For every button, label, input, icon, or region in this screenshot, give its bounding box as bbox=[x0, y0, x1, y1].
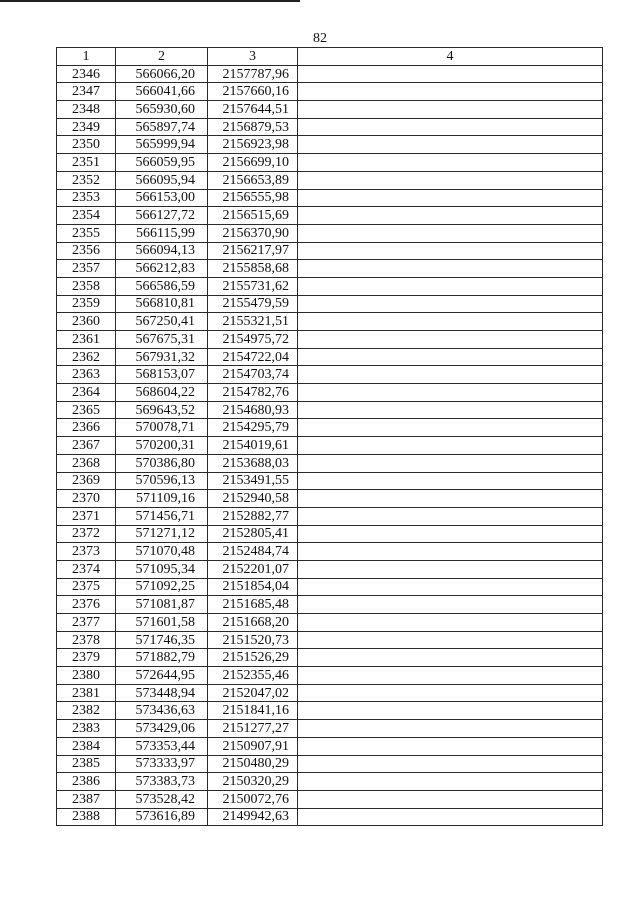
note-cell bbox=[298, 419, 603, 437]
point-number-cell: 2380 bbox=[57, 667, 116, 685]
x-coordinate-cell: 568604,22 bbox=[116, 384, 208, 402]
x-coordinate-cell: 566810,81 bbox=[116, 295, 208, 313]
note-cell bbox=[298, 507, 603, 525]
x-coordinate-cell: 566059,95 bbox=[116, 154, 208, 172]
note-cell bbox=[298, 154, 603, 172]
table-row bbox=[57, 490, 603, 508]
x-coordinate-cell: 571746,35 bbox=[116, 631, 208, 649]
point-number-cell: 2354 bbox=[57, 207, 116, 225]
y-coordinate-cell: 2157660,16 bbox=[208, 83, 298, 101]
note-cell bbox=[298, 525, 603, 543]
x-coordinate-cell: 566586,59 bbox=[116, 277, 208, 295]
note-cell bbox=[298, 65, 603, 83]
table-row bbox=[57, 578, 603, 596]
x-coordinate-cell: 567931,32 bbox=[116, 348, 208, 366]
table-row bbox=[57, 543, 603, 561]
x-coordinate-cell: 573333,97 bbox=[116, 755, 208, 773]
table-row bbox=[57, 808, 603, 826]
table-row bbox=[57, 83, 603, 101]
table-row bbox=[57, 702, 603, 720]
point-number-cell: 2382 bbox=[57, 702, 116, 720]
x-coordinate-cell: 566115,99 bbox=[116, 224, 208, 242]
y-coordinate-cell: 2150480,29 bbox=[208, 755, 298, 773]
point-number-cell: 2359 bbox=[57, 295, 116, 313]
note-cell bbox=[298, 331, 603, 349]
x-coordinate-cell: 566094,13 bbox=[116, 242, 208, 260]
x-coordinate-cell: 571882,79 bbox=[116, 649, 208, 667]
note-cell bbox=[298, 118, 603, 136]
table-row bbox=[57, 348, 603, 366]
point-number-cell: 2365 bbox=[57, 401, 116, 419]
y-coordinate-cell: 2155858,68 bbox=[208, 260, 298, 278]
x-coordinate-cell: 573429,06 bbox=[116, 720, 208, 738]
point-number-cell: 2372 bbox=[57, 525, 116, 543]
table-row bbox=[57, 720, 603, 738]
point-number-cell: 2374 bbox=[57, 560, 116, 578]
table-row bbox=[57, 419, 603, 437]
point-number-cell: 2376 bbox=[57, 596, 116, 614]
table-row bbox=[57, 472, 603, 490]
x-coordinate-cell: 573353,44 bbox=[116, 737, 208, 755]
point-number-cell: 2349 bbox=[57, 118, 116, 136]
y-coordinate-cell: 2156923,98 bbox=[208, 136, 298, 154]
y-coordinate-cell: 2152047,02 bbox=[208, 684, 298, 702]
table-row bbox=[57, 189, 603, 207]
note-cell bbox=[298, 702, 603, 720]
x-coordinate-cell: 570596,13 bbox=[116, 472, 208, 490]
note-cell bbox=[298, 189, 603, 207]
table-row bbox=[57, 401, 603, 419]
y-coordinate-cell: 2151668,20 bbox=[208, 614, 298, 632]
point-number-cell: 2361 bbox=[57, 331, 116, 349]
table-row bbox=[57, 667, 603, 685]
table-row bbox=[57, 242, 603, 260]
table-row bbox=[57, 224, 603, 242]
note-cell bbox=[298, 171, 603, 189]
y-coordinate-cell: 2153688,03 bbox=[208, 454, 298, 472]
point-number-cell: 2386 bbox=[57, 773, 116, 791]
x-coordinate-cell: 570078,71 bbox=[116, 419, 208, 437]
y-coordinate-cell: 2150320,29 bbox=[208, 773, 298, 791]
y-coordinate-cell: 2155731,62 bbox=[208, 277, 298, 295]
point-number-cell: 2378 bbox=[57, 631, 116, 649]
note-cell bbox=[298, 136, 603, 154]
point-number-cell: 2364 bbox=[57, 384, 116, 402]
y-coordinate-cell: 2150907,91 bbox=[208, 737, 298, 755]
point-number-cell: 2352 bbox=[57, 171, 116, 189]
y-coordinate-cell: 2150072,76 bbox=[208, 790, 298, 808]
y-coordinate-cell: 2153491,55 bbox=[208, 472, 298, 490]
y-coordinate-cell: 2155479,59 bbox=[208, 295, 298, 313]
x-coordinate-cell: 566153,00 bbox=[116, 189, 208, 207]
x-coordinate-cell: 573436,63 bbox=[116, 702, 208, 720]
x-coordinate-cell: 567250,41 bbox=[116, 313, 208, 331]
point-number-cell: 2379 bbox=[57, 649, 116, 667]
note-cell bbox=[298, 684, 603, 702]
coordinates-table bbox=[56, 47, 603, 826]
point-number-cell: 2373 bbox=[57, 543, 116, 561]
y-coordinate-cell: 2149942,63 bbox=[208, 808, 298, 826]
note-cell bbox=[298, 260, 603, 278]
note-cell bbox=[298, 224, 603, 242]
column-header-3: 3 bbox=[208, 48, 298, 66]
x-coordinate-cell: 571456,71 bbox=[116, 507, 208, 525]
y-coordinate-cell: 2156370,90 bbox=[208, 224, 298, 242]
x-coordinate-cell: 570200,31 bbox=[116, 437, 208, 455]
table-row bbox=[57, 277, 603, 295]
table-row bbox=[57, 596, 603, 614]
table-row bbox=[57, 313, 603, 331]
note-cell bbox=[298, 384, 603, 402]
point-number-cell: 2388 bbox=[57, 808, 116, 826]
y-coordinate-cell: 2151277,27 bbox=[208, 720, 298, 738]
y-coordinate-cell: 2156699,10 bbox=[208, 154, 298, 172]
note-cell bbox=[298, 578, 603, 596]
y-coordinate-cell: 2157644,51 bbox=[208, 101, 298, 119]
y-coordinate-cell: 2152201,07 bbox=[208, 560, 298, 578]
y-coordinate-cell: 2155321,51 bbox=[208, 313, 298, 331]
table-body bbox=[57, 65, 603, 826]
note-cell bbox=[298, 348, 603, 366]
x-coordinate-cell: 567675,31 bbox=[116, 331, 208, 349]
point-number-cell: 2353 bbox=[57, 189, 116, 207]
top-rule bbox=[0, 0, 300, 2]
note-cell bbox=[298, 366, 603, 384]
y-coordinate-cell: 2154782,76 bbox=[208, 384, 298, 402]
table-row bbox=[57, 207, 603, 225]
y-coordinate-cell: 2156555,98 bbox=[208, 189, 298, 207]
note-cell bbox=[298, 667, 603, 685]
y-coordinate-cell: 2151685,48 bbox=[208, 596, 298, 614]
y-coordinate-cell: 2157787,96 bbox=[208, 65, 298, 83]
y-coordinate-cell: 2156653,89 bbox=[208, 171, 298, 189]
note-cell bbox=[298, 207, 603, 225]
point-number-cell: 2367 bbox=[57, 437, 116, 455]
note-cell bbox=[298, 277, 603, 295]
note-cell bbox=[298, 560, 603, 578]
point-number-cell: 2375 bbox=[57, 578, 116, 596]
note-cell bbox=[298, 490, 603, 508]
table-row bbox=[57, 631, 603, 649]
table-row bbox=[57, 118, 603, 136]
y-coordinate-cell: 2154722,04 bbox=[208, 348, 298, 366]
point-number-cell: 2355 bbox=[57, 224, 116, 242]
note-cell bbox=[298, 614, 603, 632]
table-row bbox=[57, 560, 603, 578]
y-coordinate-cell: 2152355,46 bbox=[208, 667, 298, 685]
x-coordinate-cell: 566066,20 bbox=[116, 65, 208, 83]
table-row bbox=[57, 525, 603, 543]
point-number-cell: 2384 bbox=[57, 737, 116, 755]
y-coordinate-cell: 2154680,93 bbox=[208, 401, 298, 419]
table-row bbox=[57, 649, 603, 667]
note-cell bbox=[298, 808, 603, 826]
note-cell bbox=[298, 773, 603, 791]
x-coordinate-cell: 571092,25 bbox=[116, 578, 208, 596]
note-cell bbox=[298, 649, 603, 667]
note-cell bbox=[298, 401, 603, 419]
point-number-cell: 2368 bbox=[57, 454, 116, 472]
y-coordinate-cell: 2154019,61 bbox=[208, 437, 298, 455]
table-row bbox=[57, 437, 603, 455]
table-row bbox=[57, 737, 603, 755]
note-cell bbox=[298, 737, 603, 755]
point-number-cell: 2346 bbox=[57, 65, 116, 83]
x-coordinate-cell: 571601,58 bbox=[116, 614, 208, 632]
y-coordinate-cell: 2152484,74 bbox=[208, 543, 298, 561]
note-cell bbox=[298, 454, 603, 472]
table-row bbox=[57, 755, 603, 773]
point-number-cell: 2377 bbox=[57, 614, 116, 632]
point-number-cell: 2370 bbox=[57, 490, 116, 508]
column-header-2: 2 bbox=[116, 48, 208, 66]
note-cell bbox=[298, 101, 603, 119]
table-row bbox=[57, 366, 603, 384]
note-cell bbox=[298, 242, 603, 260]
note-cell bbox=[298, 472, 603, 490]
point-number-cell: 2383 bbox=[57, 720, 116, 738]
table-row bbox=[57, 65, 603, 83]
table-row bbox=[57, 331, 603, 349]
x-coordinate-cell: 571070,48 bbox=[116, 543, 208, 561]
x-coordinate-cell: 573448,94 bbox=[116, 684, 208, 702]
point-number-cell: 2385 bbox=[57, 755, 116, 773]
table-row bbox=[57, 154, 603, 172]
y-coordinate-cell: 2156515,69 bbox=[208, 207, 298, 225]
y-coordinate-cell: 2156217,97 bbox=[208, 242, 298, 260]
table-row bbox=[57, 260, 603, 278]
x-coordinate-cell: 566095,94 bbox=[116, 171, 208, 189]
x-coordinate-cell: 565897,74 bbox=[116, 118, 208, 136]
table-row bbox=[57, 684, 603, 702]
point-number-cell: 2362 bbox=[57, 348, 116, 366]
table-row bbox=[57, 136, 603, 154]
note-cell bbox=[298, 437, 603, 455]
x-coordinate-cell: 566212,83 bbox=[116, 260, 208, 278]
table-row bbox=[57, 614, 603, 632]
y-coordinate-cell: 2154295,79 bbox=[208, 419, 298, 437]
point-number-cell: 2357 bbox=[57, 260, 116, 278]
point-number-cell: 2381 bbox=[57, 684, 116, 702]
table-row bbox=[57, 384, 603, 402]
x-coordinate-cell: 566041,66 bbox=[116, 83, 208, 101]
note-cell bbox=[298, 313, 603, 331]
point-number-cell: 2387 bbox=[57, 790, 116, 808]
note-cell bbox=[298, 83, 603, 101]
page-number: 82 bbox=[313, 31, 327, 46]
y-coordinate-cell: 2151526,29 bbox=[208, 649, 298, 667]
y-coordinate-cell: 2152940,58 bbox=[208, 490, 298, 508]
x-coordinate-cell: 566127,72 bbox=[116, 207, 208, 225]
x-coordinate-cell: 568153,07 bbox=[116, 366, 208, 384]
x-coordinate-cell: 565999,94 bbox=[116, 136, 208, 154]
y-coordinate-cell: 2156879,53 bbox=[208, 118, 298, 136]
y-coordinate-cell: 2151854,04 bbox=[208, 578, 298, 596]
y-coordinate-cell: 2151520,73 bbox=[208, 631, 298, 649]
table-row bbox=[57, 773, 603, 791]
x-coordinate-cell: 571081,87 bbox=[116, 596, 208, 614]
point-number-cell: 2358 bbox=[57, 277, 116, 295]
point-number-cell: 2351 bbox=[57, 154, 116, 172]
x-coordinate-cell: 572644,95 bbox=[116, 667, 208, 685]
point-number-cell: 2356 bbox=[57, 242, 116, 260]
x-coordinate-cell: 573383,73 bbox=[116, 773, 208, 791]
y-coordinate-cell: 2151841,16 bbox=[208, 702, 298, 720]
point-number-cell: 2369 bbox=[57, 472, 116, 490]
x-coordinate-cell: 571109,16 bbox=[116, 490, 208, 508]
point-number-cell: 2348 bbox=[57, 101, 116, 119]
y-coordinate-cell: 2152882,77 bbox=[208, 507, 298, 525]
x-coordinate-cell: 569643,52 bbox=[116, 401, 208, 419]
point-number-cell: 2366 bbox=[57, 419, 116, 437]
note-cell bbox=[298, 295, 603, 313]
point-number-cell: 2363 bbox=[57, 366, 116, 384]
table-row bbox=[57, 507, 603, 525]
table-row bbox=[57, 790, 603, 808]
x-coordinate-cell: 573528,42 bbox=[116, 790, 208, 808]
point-number-cell: 2347 bbox=[57, 83, 116, 101]
table-row bbox=[57, 295, 603, 313]
point-number-cell: 2360 bbox=[57, 313, 116, 331]
column-header-1: 1 bbox=[57, 48, 116, 66]
x-coordinate-cell: 573616,89 bbox=[116, 808, 208, 826]
column-header-4: 4 bbox=[298, 48, 603, 66]
note-cell bbox=[298, 596, 603, 614]
table-header-row bbox=[57, 48, 603, 66]
note-cell bbox=[298, 755, 603, 773]
table-row bbox=[57, 171, 603, 189]
y-coordinate-cell: 2154703,74 bbox=[208, 366, 298, 384]
note-cell bbox=[298, 790, 603, 808]
x-coordinate-cell: 571271,12 bbox=[116, 525, 208, 543]
x-coordinate-cell: 565930,60 bbox=[116, 101, 208, 119]
point-number-cell: 2371 bbox=[57, 507, 116, 525]
table-row bbox=[57, 101, 603, 119]
note-cell bbox=[298, 720, 603, 738]
note-cell bbox=[298, 543, 603, 561]
y-coordinate-cell: 2152805,41 bbox=[208, 525, 298, 543]
x-coordinate-cell: 570386,80 bbox=[116, 454, 208, 472]
x-coordinate-cell: 571095,34 bbox=[116, 560, 208, 578]
table-row bbox=[57, 454, 603, 472]
point-number-cell: 2350 bbox=[57, 136, 116, 154]
note-cell bbox=[298, 631, 603, 649]
y-coordinate-cell: 2154975,72 bbox=[208, 331, 298, 349]
